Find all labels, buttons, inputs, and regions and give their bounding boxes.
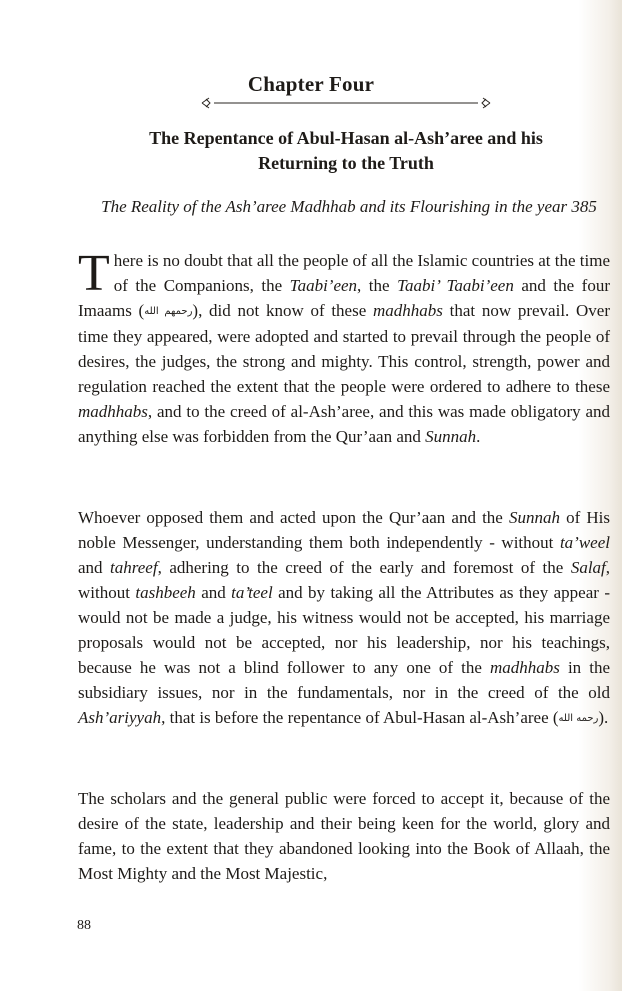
text-span: and bbox=[195, 583, 232, 602]
text-span: in the subsidiary issues, nor in the fundamentals, nor in the creed of the old bbox=[78, 658, 610, 702]
section-heading: The Reality of the Ash’aree Madhhab and its Flourishing in the year 385 bbox=[101, 197, 597, 216]
italic-term: Taabi’een bbox=[289, 276, 358, 295]
italic-term: madhhabs bbox=[373, 301, 443, 320]
text-span: , without bbox=[78, 558, 611, 602]
text-span: , that is before the repentance of Abul-Hasan al-Ash’aree ( bbox=[161, 708, 559, 727]
paragraph-3 bbox=[78, 786, 610, 886]
text-span: , the bbox=[357, 276, 398, 295]
paragraph-2 bbox=[78, 505, 610, 731]
text-span: of His noble Messenger, understanding them both independently - without bbox=[78, 508, 611, 552]
italic-term: tahreef bbox=[110, 558, 158, 577]
italic-term: ta’teel bbox=[231, 583, 273, 602]
italic-term: madhhabs bbox=[489, 658, 560, 677]
drop-cap: T bbox=[78, 245, 110, 302]
text-span: and by taking all the Attributes as they appear - would not be made a judge, his witness would not be accepted, his marriage proposals would not be accepted, nor his leadership, nor his teachings, because he was not a blind follower to any one of the bbox=[78, 583, 610, 677]
text-span: and the four Imaams ( bbox=[78, 276, 610, 320]
italic-term: tashbeeh bbox=[135, 583, 196, 602]
text-span: and bbox=[78, 558, 111, 577]
chapter-title: Chapter Four bbox=[247, 72, 375, 96]
text-span: , adhering to the creed of the early and foremost of the bbox=[157, 558, 571, 577]
italic-term: Sunnah bbox=[425, 427, 477, 446]
ornament-divider-icon bbox=[200, 95, 492, 111]
page-number: 88 bbox=[77, 918, 91, 933]
italic-term: madhhabs bbox=[78, 402, 148, 421]
arabic-honorific: رحمه الله bbox=[558, 713, 599, 724]
text-span: ). bbox=[598, 708, 609, 727]
italic-term: Salaf bbox=[570, 558, 606, 577]
text-span: Whoever opposed them and acted upon the Qur’aan and the bbox=[78, 508, 509, 527]
italic-term: Sunnah bbox=[508, 508, 560, 527]
italic-term: Ash’ariyyah bbox=[78, 708, 162, 727]
subtitle-line-1: The Repentance of Abul-Hasan al-Ash’aree and his bbox=[149, 128, 543, 148]
text-span: , and to the creed of al-Ash’aree, and this was made obligatory and anything else was forbidden from the Qur’aan and bbox=[78, 402, 610, 446]
arabic-honorific: رحمهم الله bbox=[144, 306, 193, 317]
italic-term: ta’weel bbox=[559, 533, 610, 552]
chapter-subtitle bbox=[80, 126, 612, 176]
text-span: here is no doubt that all the people of all the Islamic countries at the time of the Companions, the bbox=[113, 251, 610, 295]
paragraph-1 bbox=[78, 245, 611, 449]
text-span: that now prevail. Over time they appeared, were adopted and started to prevail through the people of desires, the judges, the strong and mighty. This control, strength, power and regulation reached the extent that the people were ordered to adhere to these bbox=[78, 301, 611, 396]
subtitle-line-2: Returning to the Truth bbox=[258, 153, 434, 173]
text-span: The scholars and the general public were forced to accept it, because of the desire of the state, leadership and their being keen for the world, glory and fame, to the extent that they abandoned looking into the Book of Allaah, the Most Mighty and the Most Majestic, bbox=[78, 789, 610, 883]
text-span: . bbox=[476, 427, 481, 446]
italic-term: Taabi’ Taabi’een bbox=[397, 276, 514, 295]
text-span: ), did not know of these bbox=[192, 301, 373, 320]
